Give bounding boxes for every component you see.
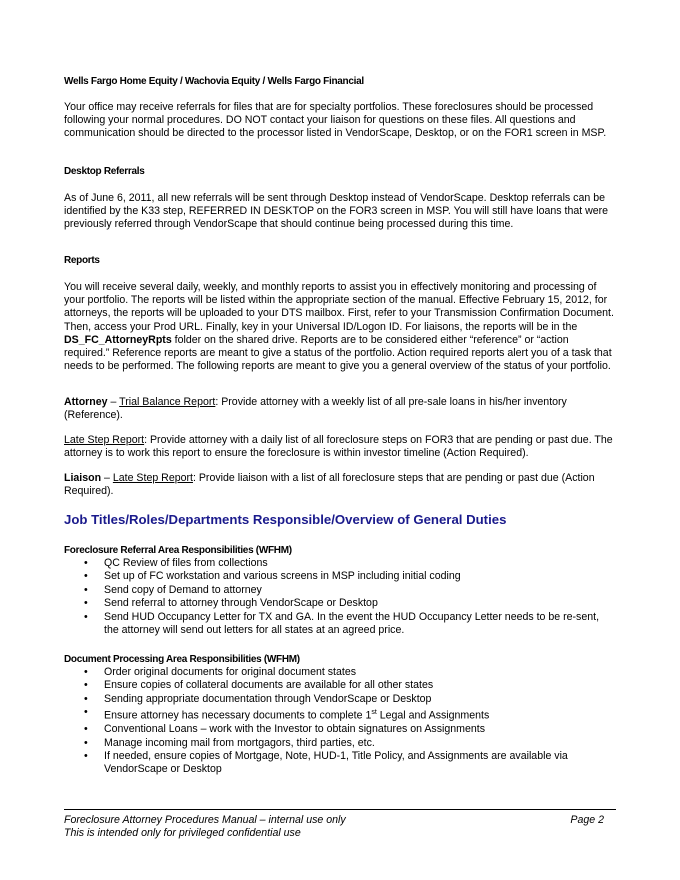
list-item: • Ensure copies of collateral documents are available for all other states xyxy=(64,679,616,692)
list-item: • Manage incoming mail from mortgagors, third parties, etc. xyxy=(64,737,616,750)
document-processing-heading: Document Processing Area Responsibilities (WFHM) xyxy=(64,654,300,665)
footer xyxy=(64,814,616,841)
attorney-label: Attorney xyxy=(64,396,108,408)
reports-paragraph: You will receive several daily, weekly, and monthly reports to assist you in effectively monitoring and processing of your portfolio. The reports will be listed within the appropriate section of the manual. Effective February 15, 2012, for attorneys, the reports will be uploaded to your DTS mailbox. First, refer to your Transmission Confirmation Document. Then, access your Prod URL. Finally, key in your Universal ID/Logon ID. For liaisons, the reports will be in the DS_FC_AttorneyRpts folder on the shared drive. Reports are to be considered either “reference” or “action required.” Reference reports are meant to give a status of the portfolio. Action required reports alert you of a task that needs to be performed. The following reports are meant to give you a general overview of the status of your portfolio. xyxy=(64,281,614,373)
foreclosure-referral-list xyxy=(64,557,616,637)
desktop-referrals-paragraph: As of June 6, 2011, all new referrals will be sent through Desktop instead of VendorScape. Desktop referrals can be identified by the K33 step, REFERRED IN DESKTOP on the FOR3 screen in MSP. You will still have loans that were previously referred through VendorScape that should continue being processed during this time. xyxy=(64,192,609,231)
intro-heading: Wells Fargo Home Equity / Wachovia Equity / Wells Fargo Financial xyxy=(64,76,364,87)
liaison-late-step-item: Liaison – Late Step Report: Provide liaison with a list of all foreclosure steps that are pending or past due (Action Required). xyxy=(64,472,595,498)
attorney-trial-balance-item: Attorney – Trial Balance Report: Provide attorney with a weekly list of all pre-sale loans in his/her inventory (Reference). xyxy=(64,396,567,422)
list-item: • Conventional Loans – work with the Investor to obtain signatures on Assignments xyxy=(64,723,616,736)
reports-folder-name: DS_FC_AttorneyRpts xyxy=(64,333,172,346)
footer-confidential-note: This is intended only for privileged confidential use xyxy=(64,827,301,840)
liaison-label: Liaison xyxy=(64,472,102,484)
list-item: • Send referral to attorney through VendorScape or Desktop xyxy=(64,597,616,610)
intro-paragraph: Your office may receive referrals for files that are for specialty portfolios. These foreclosures should be processed following your normal procedures. DO NOT contact your liaison for questions on these files. All questions and communication should be directed to the processor listed in VendorScape, Desktop, or on the FOR1 screen in MSP. xyxy=(64,101,607,140)
late-step-report-title: Late Step Report xyxy=(64,434,145,446)
desktop-referrals-heading: Desktop Referrals xyxy=(64,166,145,177)
list-item: • Ensure attorney has necessary documents to complete 1st Legal and Assignments xyxy=(64,706,616,723)
foreclosure-referral-heading: Foreclosure Referral Area Responsibilities (WFHM) xyxy=(64,545,292,556)
list-item: • Order original documents for original document states xyxy=(64,666,616,679)
trial-balance-report-title: Trial Balance Report xyxy=(119,396,216,408)
reports-heading: Reports xyxy=(64,255,100,266)
list-item: • Send copy of Demand to attorney xyxy=(64,584,616,597)
list-item: • Send HUD Occupancy Letter for TX and GA. In the event the HUD Occupancy Letter needs to be re-sent, the attorney will send out letters for all states at an agreed price. xyxy=(64,611,616,638)
late-step-report-item: Late Step Report: Provide attorney with a daily list of all foreclosure steps on FOR3 that are pending or past due. The attorney is to work this report to ensure the foreclosure is within investor timeline (Action Required). xyxy=(64,434,613,460)
list-item: • Sending appropriate documentation through VendorScape or Desktop xyxy=(64,693,616,706)
page-number: Page 2 xyxy=(570,814,604,826)
list-item: • QC Review of files from collections xyxy=(64,557,616,570)
list-item: • Set up of FC workstation and various screens in MSP including initial coding xyxy=(64,570,616,583)
section-title: Job Titles/Roles/Departments Responsible/Overview of General Duties xyxy=(64,512,507,527)
footer-manual-title: Foreclosure Attorney Procedures Manual – internal use only xyxy=(64,814,346,826)
document-processing-list xyxy=(64,666,616,777)
list-item: • If needed, ensure copies of Mortgage, Note, HUD-1, Title Policy, and Assignments are available via VendorScape or Desktop xyxy=(64,750,616,777)
footer-divider xyxy=(64,809,616,810)
liaison-late-step-report-title: Late Step Report xyxy=(112,472,193,484)
